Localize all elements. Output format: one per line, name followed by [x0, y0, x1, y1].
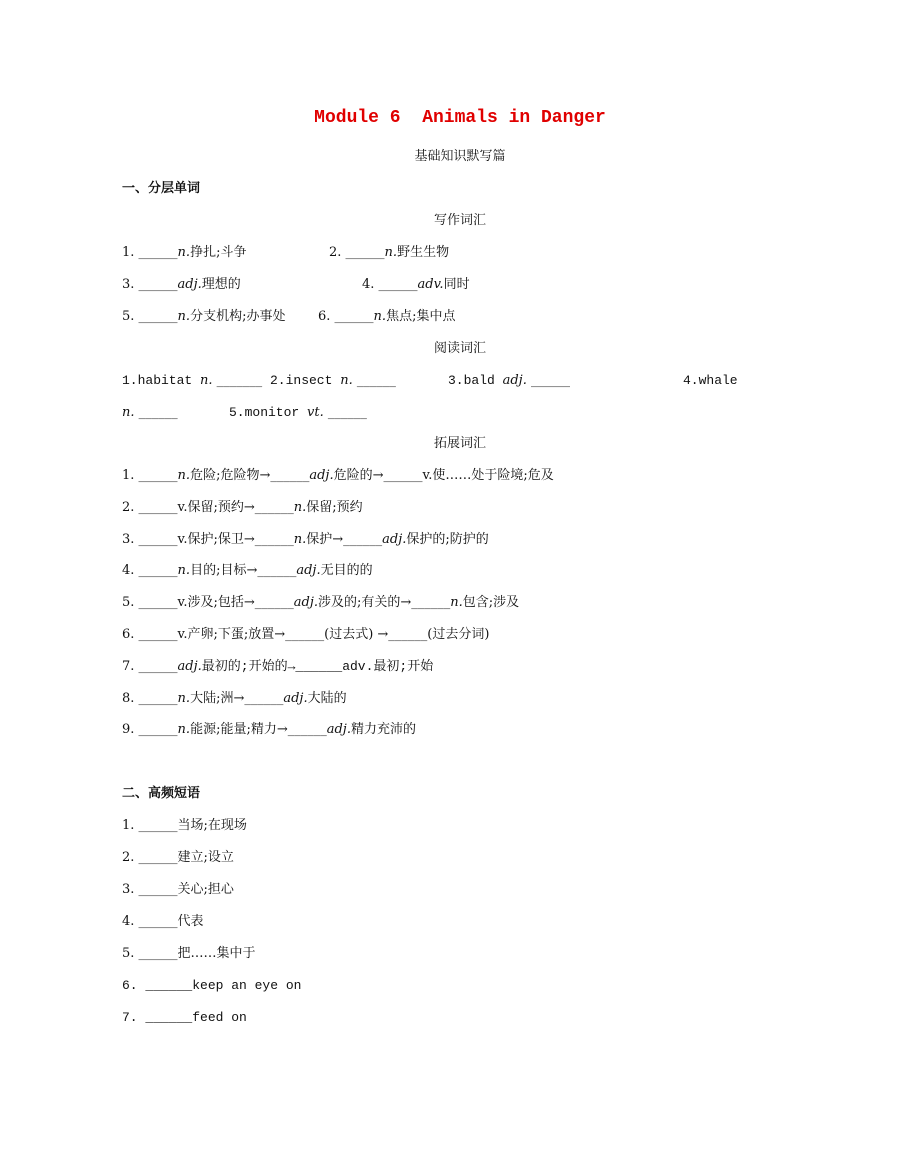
item-text: 涉及的;有关的→______	[318, 595, 451, 611]
section2-heading: 二、高频短语	[122, 786, 201, 801]
part-of-speech: n.	[373, 309, 387, 324]
phrase-item	[122, 818, 247, 834]
extended-vocab-label: 拓展词汇	[433, 436, 486, 451]
item-text: 危险的→______v.使……处于险境;危及	[333, 468, 554, 483]
item-text: 保留;预约	[306, 499, 363, 515]
section1-heading: 一、分层单词	[122, 181, 201, 196]
item-text: ______	[526, 373, 570, 388]
phrase-item	[122, 978, 301, 994]
part-of-speech: adj.	[283, 690, 308, 706]
item-text: 分支机构;办事处	[190, 309, 286, 324]
item-text: 9. ______	[122, 722, 178, 738]
extended-vocab-item	[122, 500, 363, 516]
reading-vocab-item	[448, 373, 570, 389]
item-text: 2. ______	[329, 245, 385, 260]
part-of-speech: n.	[200, 373, 213, 388]
extended-vocab-item	[122, 722, 416, 738]
reading-vocab-item	[683, 373, 738, 389]
writing-vocab-label: 写作词汇	[433, 213, 486, 228]
item-text: 3.bald	[448, 373, 503, 388]
item-text: 3. ______	[122, 277, 178, 292]
item-text: 野生生物	[397, 245, 450, 260]
writing-vocab-item	[329, 245, 449, 261]
part-of-speech: adj.	[293, 595, 318, 611]
item-text: 保护→______	[306, 531, 383, 547]
part-of-speech: adj.	[502, 373, 527, 388]
part-of-speech: n.	[384, 245, 398, 260]
part-of-speech: n.	[450, 595, 463, 611]
extended-vocab-item	[122, 532, 489, 548]
item-text: ______	[134, 405, 178, 420]
item-text: 最初的;开始的→______adv.最初;开始	[201, 658, 434, 674]
extended-vocab-item	[122, 627, 489, 643]
item-text: 能源;能量;精力→______	[190, 722, 327, 738]
part-of-speech: n.	[122, 405, 135, 420]
item-text: 2. ______v.保留;预约→______	[122, 499, 294, 515]
writing-vocab-item	[362, 277, 470, 293]
item-text: 保护的;防护的	[406, 531, 489, 547]
part-of-speech: adj.	[296, 563, 321, 579]
item-text: 大陆的	[307, 690, 347, 706]
phrase-item	[122, 946, 256, 962]
part-of-speech: n.	[177, 563, 191, 579]
item-text: 6. ______	[318, 309, 374, 324]
reading-vocab-item	[122, 373, 262, 389]
document-subtitle: 基础知识默写篇	[414, 149, 506, 164]
item-text: 8. ______	[122, 690, 178, 706]
item-text: 1. ______当场;在现场	[122, 818, 247, 833]
item-text: 5.monitor	[229, 405, 308, 420]
item-text: 理想的	[201, 277, 241, 292]
extended-vocab-item	[122, 595, 519, 611]
item-text: 3. ______v.保护;保卫→______	[122, 531, 294, 547]
part-of-speech: n.	[293, 499, 307, 515]
item-text: 目的;目标→______	[190, 563, 297, 579]
phrase-item	[122, 850, 234, 866]
part-of-speech: adj.	[177, 658, 202, 674]
reading-vocab-item	[122, 405, 178, 421]
item-text: 1. ______	[122, 245, 178, 260]
item-text: 焦点;集中点	[386, 309, 456, 324]
extended-vocab-item	[122, 691, 347, 707]
part-of-speech: n.	[177, 309, 191, 324]
item-text: 2.insect	[270, 373, 341, 388]
extended-vocab-item	[122, 659, 433, 675]
part-of-speech: n.	[177, 468, 191, 483]
document-title: Module 6 Animals in Danger	[314, 108, 606, 128]
phrase-item	[122, 882, 234, 898]
part-of-speech: n.	[340, 373, 353, 388]
item-text: 6. ______v.产卵;下蛋;放置→______(过去式) →______(过去分词)	[122, 627, 490, 642]
reading-vocab-item	[229, 405, 367, 421]
item-text: 包含;涉及	[462, 595, 520, 611]
part-of-speech: n.	[293, 531, 307, 547]
item-text: 同时	[443, 277, 470, 292]
item-text: 5. ______v.涉及;包括→______	[122, 595, 294, 611]
phrase-item	[122, 914, 204, 930]
part-of-speech: adj.	[309, 468, 334, 483]
writing-vocab-item	[318, 309, 455, 325]
part-of-speech: vt.	[307, 405, 324, 420]
item-text: _______	[212, 373, 263, 388]
reading-vocab-item	[270, 373, 396, 389]
part-of-speech: n.	[177, 245, 191, 260]
part-of-speech: adv.	[417, 277, 444, 292]
item-text: 1.habitat	[122, 373, 201, 388]
item-text: 5. ______	[122, 309, 178, 324]
part-of-speech: adj.	[326, 722, 351, 738]
phrase-item	[122, 1010, 247, 1026]
item-text: 危险;危险物→______	[190, 468, 310, 483]
part-of-speech: n.	[177, 690, 191, 706]
item-text: 1. ______	[122, 468, 178, 483]
part-of-speech: adj.	[177, 277, 202, 292]
item-text: 无目的的	[320, 563, 373, 579]
item-text: 4. ______	[362, 277, 418, 292]
item-text: 4. ______代表	[122, 914, 204, 929]
writing-vocab-item	[122, 277, 241, 293]
item-text: ______	[352, 373, 396, 388]
extended-vocab-item	[122, 563, 373, 579]
item-text: 2. ______建立;设立	[122, 850, 234, 865]
item-text: 精力充沛的	[350, 722, 416, 738]
item-text: 4.whale	[683, 373, 738, 388]
item-text: 5. ______把……集中于	[122, 946, 256, 961]
item-text: 6. ______keep an eye on	[122, 978, 302, 993]
reading-vocab-label: 阅读词汇	[433, 341, 486, 356]
item-text: 4. ______	[122, 563, 178, 579]
item-text: ______	[323, 405, 367, 420]
item-text: 7. ______	[122, 658, 178, 674]
part-of-speech: adj.	[382, 531, 407, 547]
item-text: 3. ______关心;担心	[122, 882, 234, 897]
item-text: 大陆;洲→______	[190, 690, 284, 706]
item-text: 7. ______feed on	[122, 1010, 247, 1025]
part-of-speech: n.	[177, 722, 191, 738]
extended-vocab-item	[122, 468, 554, 484]
item-text: 挣扎;斗争	[190, 245, 247, 260]
writing-vocab-item	[122, 309, 285, 325]
writing-vocab-item	[122, 245, 246, 261]
